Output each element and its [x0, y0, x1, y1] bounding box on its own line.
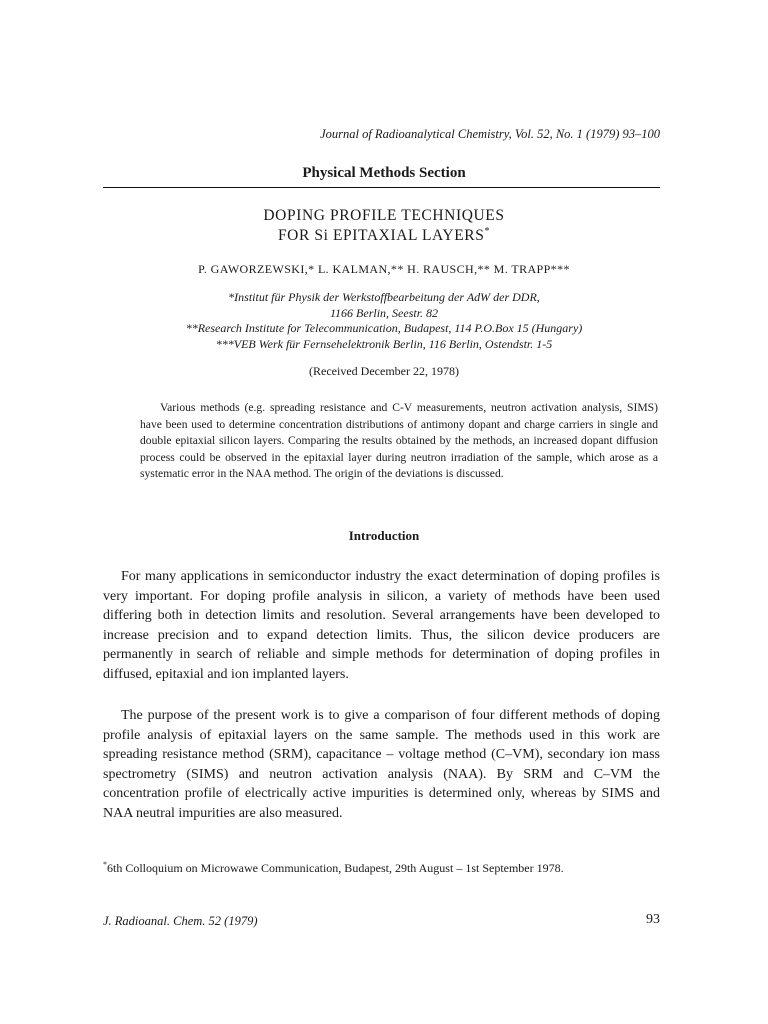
- affiliation-line: **Research Institute for Telecommunication, Budapest, 114 P.O.Box 15 (Hungary): [185, 321, 583, 335]
- paper-title-line-1: DOPING PROFILE TECHNIQUES: [263, 207, 505, 224]
- affiliations: [0, 290, 768, 352]
- introduction-paragraph-1: For many applications in semiconductor industry the exact determination of doping profiles is very important. For doping profile analysis in silicon, a variety of methods have been used differing both in detection limits and resolution. Several arrangements have been developed to increase precision and to expand detection limits. Thus, the silicon device producers are permanently in search of reliable and simple methods for determination of doping profiles in diffused, epitaxial and ion implanted layers.: [103, 569, 660, 682]
- introduction-heading: Introduction: [348, 528, 420, 543]
- page-number: 93: [646, 912, 660, 927]
- footnote-text: 6th Colloquium on Microwawe Communication, Budapest, 29th August – 1st September 1978.: [107, 861, 564, 875]
- paper-title-line-2-text: FOR Si EPITAXIAL LAYERS: [277, 227, 485, 244]
- affiliation-line: ***VEB Werk für Fernsehelektronik Berlin, 116 Berlin, Ostendstr. 1-5: [215, 336, 553, 351]
- received-date: (Received December 22, 1978): [309, 364, 459, 378]
- footer-citation: J. Radioanal. Chem. 52 (1979): [103, 914, 258, 928]
- header-rule: [103, 187, 660, 188]
- paper-title-line-2: [0, 226, 768, 246]
- affiliation-line: 1166 Berlin, Seestr. 82: [329, 305, 439, 320]
- footnote: [103, 860, 660, 876]
- author-list: P. GAWORZEWSKI,* L. KALMAN,** H. RAUSCH,** M. TRAPP***: [198, 262, 570, 276]
- journal-citation: Journal of Radioanalytical Chemistry, Vol. 52, No. 1 (1979) 93–100: [320, 127, 660, 141]
- footnote-marker: *: [103, 860, 107, 869]
- paper-title: [0, 206, 768, 246]
- section-title: Physical Methods Section: [302, 165, 466, 181]
- abstract: Various methods (e.g. spreading resistance and C-V measurements, neutron activation analysis, SIMS) have been used to determine concentration distributions of antimony dopant and charge carriers in single and double epitaxial silicon layers. Comparing the results obtained by the methods, an increased dopant diffusion process could be observed in the epitaxial layer during neutron irradiation of the sample, which arose as a systematic error in the NAA method. The origin of the deviations is discussed.: [140, 401, 658, 480]
- title-footnote-marker: *: [484, 225, 491, 237]
- affiliation-line: *Institut für Physik der Werkstoffbearbeitung der AdW der DDR,: [228, 290, 540, 304]
- introduction-paragraph-2: The purpose of the present work is to give a comparison of four different methods of doping profile analysis of epitaxial layers on the same sample. The methods used in this work are spreading resistance method (SRM), capacitance – voltage method (C–VM), secondary ion mass spectrometry (SIMS) and neutron activation analysis (NAA). By SRM and C–VM the concentration profile of electrically active impurities is determined only, whereas by SIMS and NAA neutral impurities are also measured.: [103, 708, 660, 821]
